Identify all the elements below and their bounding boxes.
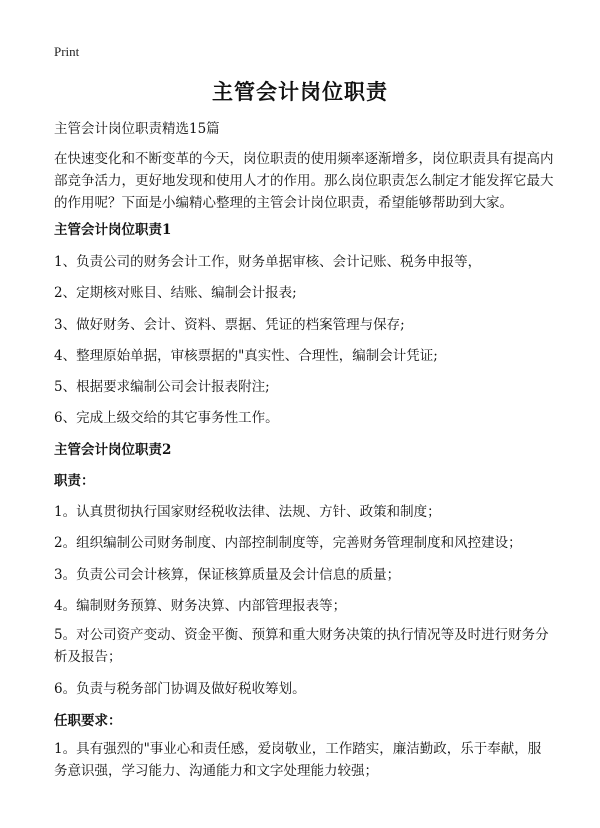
duty-item: 2。组织编制公司财务制度、内部控制制度等，完善财务管理制度和风控建设； xyxy=(54,535,522,551)
section-1-heading: 主管会计岗位职责1 xyxy=(54,222,172,238)
section-1-item: 5、根据要求编制公司会计报表附注; xyxy=(54,379,270,395)
section-1-item: 4、整理原始单据，审核票据的"真实性、合理性，编制会计凭证; xyxy=(54,348,438,364)
requirement-item: 1。具有强烈的"事业心和责任感，爱岗敬业，工作踏实，廉洁勤政，乐于奉献，服务意识强，学习能力、沟通能力和文字处理能力较强； xyxy=(54,741,542,779)
section-1-item: 6、完成上级交给的其它事务性工作。 xyxy=(54,410,279,426)
page-title: 主管会计岗位职责 xyxy=(212,79,388,104)
duty-item: 1。认真贯彻执行国家财经税收法律、法规、方针、政策和制度； xyxy=(54,504,441,520)
intro-paragraph: 在快速变化和不断变革的今天，岗位职责的使用频率逐渐增多，岗位职责具有提高内部竞争活力，更好地发现和使用人才的作用。那么岗位职责怎么制定才能发挥它最大的作用呢？下面是小编精心整理的主管会计岗位职责，希望能够帮助到大家。 xyxy=(54,151,554,211)
duty-item: 6。负责与税务部门协调及做好税收筹划。 xyxy=(54,681,306,697)
requirements-heading: 任职要求： xyxy=(54,713,122,729)
duty-item: 3。负责公司会计核算，保证核算质量及会计信息的质量； xyxy=(54,567,401,583)
section-1-item: 1、负责公司的财务会计工作，财务单据审核、会计记账、税务申报等， xyxy=(54,254,482,270)
duty-item: 5。对公司资产变动、资金平衡、预算和重大财务决策的执行情况等及时进行财务分析及报告； xyxy=(54,627,549,665)
section-1-item: 2、定期核对账目、结账、编制会计报表; xyxy=(54,285,297,301)
duty-item: 4。编制财务预算、财务决算、内部管理报表等； xyxy=(54,598,347,614)
print-link[interactable]: Print xyxy=(54,44,80,59)
section-1-item: 3、做好财务、会计、资料、票据、凭证的档案管理与保存; xyxy=(54,317,405,333)
section-2-heading: 主管会计岗位职责2 xyxy=(54,442,172,458)
document-subtitle: 主管会计岗位职责精选15篇 xyxy=(54,121,220,137)
duties-heading: 职责： xyxy=(54,473,95,489)
